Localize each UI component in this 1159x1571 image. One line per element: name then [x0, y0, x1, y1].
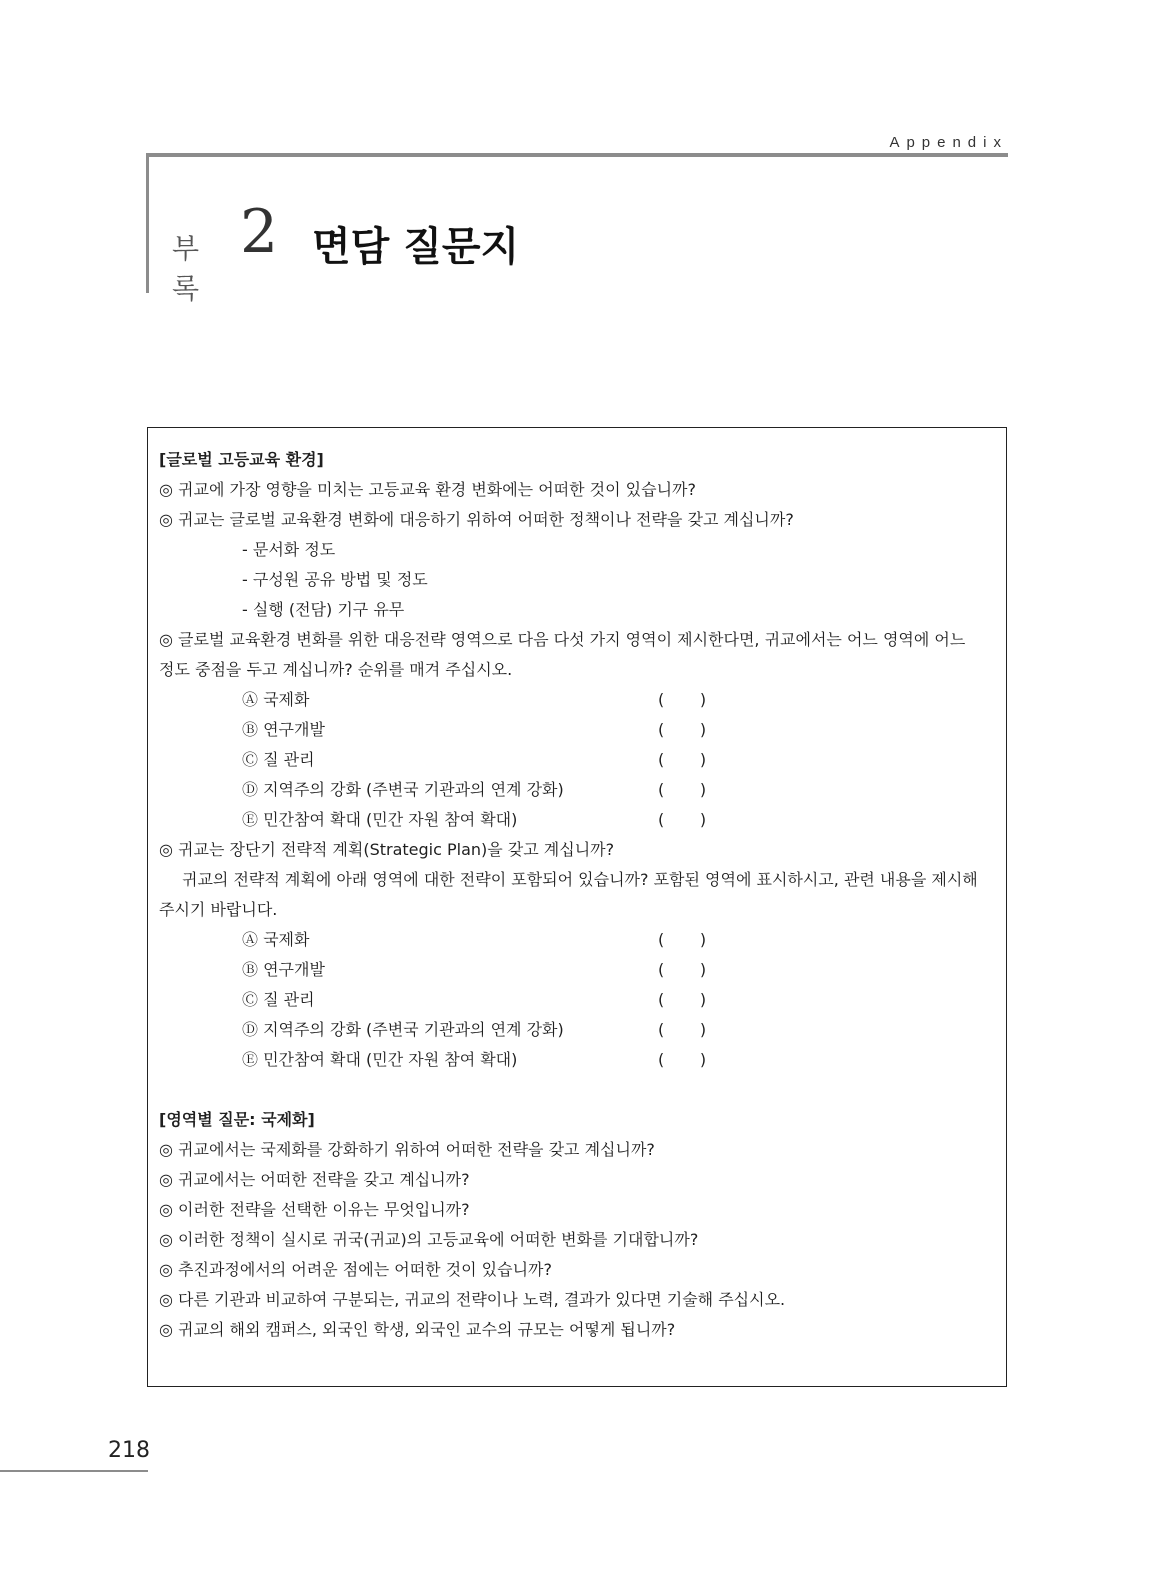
- page-title: 면담 질문지: [312, 224, 520, 270]
- question-item-continued: 주시기 바랍니다.: [159, 900, 278, 919]
- list-item: Ⓒ 질 관리: [242, 750, 315, 769]
- question-item: ◎ 귀교에서는 국제화를 강화하기 위하여 어떠한 전략을 갖고 계십니까?: [159, 1140, 655, 1159]
- blank-field: ( ): [658, 960, 707, 979]
- list-item: Ⓔ 민간참여 확대 (민간 자원 참여 확대): [242, 1050, 518, 1069]
- question-item: ◎ 귀교는 글로벌 교육환경 변화에 대응하기 위하여 어떠한 정책이나 전략을 갖고 계십니까?: [159, 510, 794, 529]
- sub-item: - 실행 (전담) 기구 유무: [242, 600, 405, 619]
- blank-field: ( ): [658, 690, 707, 709]
- header-rule: [146, 153, 1008, 157]
- list-item: Ⓐ 국제화: [242, 930, 310, 949]
- question-item: ◎ 귀교는 장단기 전략적 계획(Strategic Plan)을 갖고 계십니까?: [159, 840, 615, 859]
- section-heading-internationalization: [영역별 질문: 국제화]: [159, 1110, 315, 1129]
- sub-item: - 문서화 정도: [242, 540, 336, 559]
- questionnaire-box: [147, 427, 1007, 1387]
- blank-field: ( ): [658, 990, 707, 1009]
- blank-field: ( ): [658, 1020, 707, 1039]
- sub-item: - 구성원 공유 방법 및 정도: [242, 570, 428, 589]
- list-item: Ⓐ 국제화: [242, 690, 310, 709]
- section-heading-global: [글로벌 고등교육 환경]: [159, 450, 324, 469]
- list-item: Ⓔ 민간참여 확대 (민간 자원 참여 확대): [242, 810, 518, 829]
- question-item: ◎ 귀교에서는 어떠한 전략을 갖고 계십니까?: [159, 1170, 470, 1189]
- blank-field: ( ): [658, 1050, 707, 1069]
- question-item-continued: 귀교의 전략적 계획에 아래 영역에 대한 전략이 포함되어 있습니까? 포함된 영역에 표시하시고, 관련 내용을 제시해: [182, 870, 978, 889]
- question-item: ◎ 다른 기관과 비교하여 구분되는, 귀교의 전략이나 노력, 결과가 있다면 기술해 주십시오.: [159, 1290, 786, 1309]
- question-item: ◎ 글로벌 교육환경 변화를 위한 대응전략 영역으로 다음 다섯 가지 영역이 제시한다면, 귀교에서는 어느 영역에 어느: [159, 630, 966, 649]
- title-number: 2: [240, 197, 279, 267]
- blank-field: ( ): [658, 930, 707, 949]
- footer-rule: [0, 1470, 148, 1472]
- title-label: 부록: [172, 232, 200, 305]
- list-item: Ⓓ 지역주의 강화 (주변국 기관과의 연계 강화): [242, 1020, 564, 1039]
- question-item: ◎ 이러한 전략을 선택한 이유는 무엇입니까?: [159, 1200, 470, 1219]
- blank-field: ( ): [658, 780, 707, 799]
- list-item: Ⓒ 질 관리: [242, 990, 315, 1009]
- list-item: Ⓓ 지역주의 강화 (주변국 기관과의 연계 강화): [242, 780, 564, 799]
- question-item: ◎ 귀교에 가장 영향을 미치는 고등교육 환경 변화에는 어떠한 것이 있습니까?: [159, 480, 696, 499]
- question-item: ◎ 추진과정에서의 어려운 점에는 어떠한 것이 있습니까?: [159, 1260, 553, 1279]
- question-item: ◎ 귀교의 해외 캠퍼스, 외국인 학생, 외국인 교수의 규모는 어떻게 됩니까?: [159, 1320, 676, 1339]
- page-number: 218: [108, 1438, 150, 1463]
- question-item: ◎ 이러한 정책이 실시로 귀국(귀교)의 고등교육에 어떠한 변화를 기대합니까?: [159, 1230, 699, 1249]
- question-item-continued: 정도 중점을 두고 계십니까? 순위를 매겨 주십시오.: [159, 660, 513, 679]
- blank-field: ( ): [658, 720, 707, 739]
- header-rule-left: [146, 153, 149, 293]
- blank-field: ( ): [658, 810, 707, 829]
- list-item: Ⓑ 연구개발: [242, 960, 325, 979]
- list-item: Ⓑ 연구개발: [242, 720, 325, 739]
- blank-field: ( ): [658, 750, 707, 769]
- appendix-label: Appendix: [889, 134, 1008, 151]
